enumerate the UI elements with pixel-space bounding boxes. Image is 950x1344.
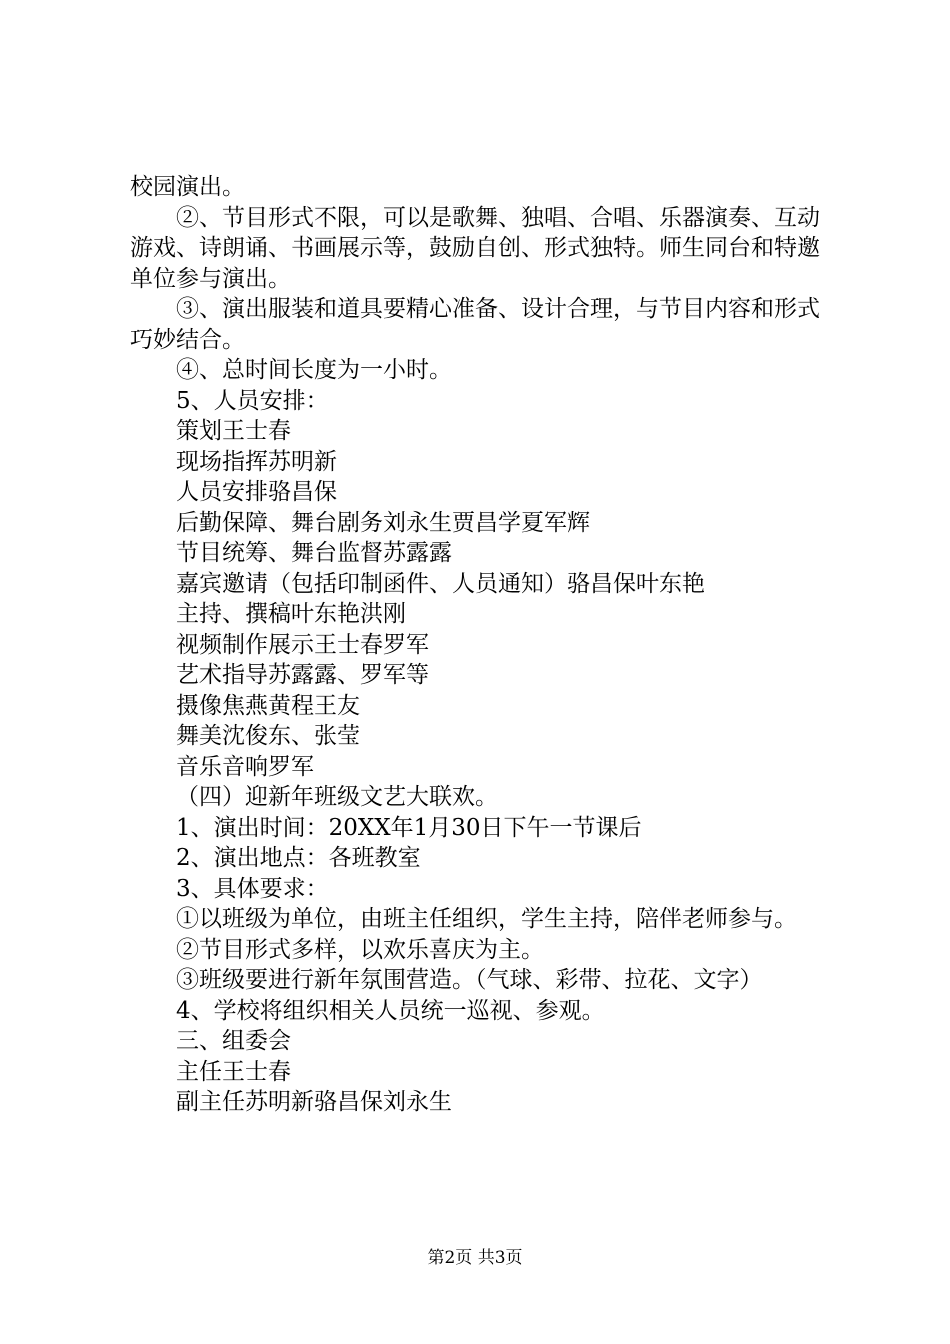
paragraph: 艺术指导苏露露、罗军等: [176, 662, 429, 688]
paragraph: 主持、撰稿叶东艳洪刚: [176, 601, 406, 627]
paragraph: 3、具体要求：: [176, 875, 329, 902]
paragraph: ③、演出服装和道具要精心准备、设计合理，与节目内容和形式巧妙结合。: [130, 296, 820, 353]
paragraph: ②节目形式多样，以欢乐喜庆为主。: [176, 936, 544, 963]
paragraph: 5、人员安排：: [176, 387, 329, 414]
paragraph: 策划王士春: [176, 418, 291, 444]
paragraph: 现场指挥苏明新: [176, 448, 337, 475]
paragraph: （四）迎新年班级文艺大联欢。: [176, 784, 498, 810]
paragraph: 嘉宾邀请（包括印制函件、人员通知）骆昌保叶东艳: [176, 570, 705, 597]
paragraph: 1、演出时间：20XX年1月30日下午一节课后: [176, 814, 642, 841]
paragraph: 摄像焦燕黄程王友: [176, 692, 360, 719]
document-body: [130, 172, 830, 1118]
paragraph: 校园演出。: [130, 174, 245, 200]
paragraph: 4、学校将组织相关人员统一巡视、参观。: [176, 997, 605, 1024]
paragraph: ④、总时间长度为一小时。: [176, 357, 452, 383]
paragraph: 节目统筹、舞台监督苏露露: [176, 540, 452, 566]
paragraph: 舞美沈俊东、张莹: [176, 723, 360, 749]
paragraph: 视频制作展示王士春罗军: [176, 631, 429, 658]
paragraph: 后勤保障、舞台剧务刘永生贾昌学夏军辉: [176, 509, 590, 536]
paragraph: ②、节目形式不限，可以是歌舞、独唱、合唱、乐器演奏、互动游戏、诗朗诵、书画展示等，鼓励自创、形式独特。师生同台和特邀单位参与演出。: [130, 204, 820, 292]
paragraph: 人员安排骆昌保: [176, 479, 337, 505]
paragraph: 三、组委会: [176, 1028, 291, 1054]
paragraph: 主任王士春: [176, 1058, 291, 1085]
paragraph: ①以班级为单位，由班主任组织，学生主持，陪伴老师参与。: [176, 906, 797, 932]
paragraph: ③班级要进行新年氛围营造。（气球、彩带、拉花、文字）: [176, 967, 763, 993]
paragraph: 副主任苏明新骆昌保刘永生: [176, 1089, 452, 1115]
page-footer: 第2页 共3页: [427, 1248, 523, 1268]
paragraph: 2、演出地点：各班教室: [176, 845, 421, 871]
paragraph: 音乐音响罗军: [176, 753, 314, 780]
